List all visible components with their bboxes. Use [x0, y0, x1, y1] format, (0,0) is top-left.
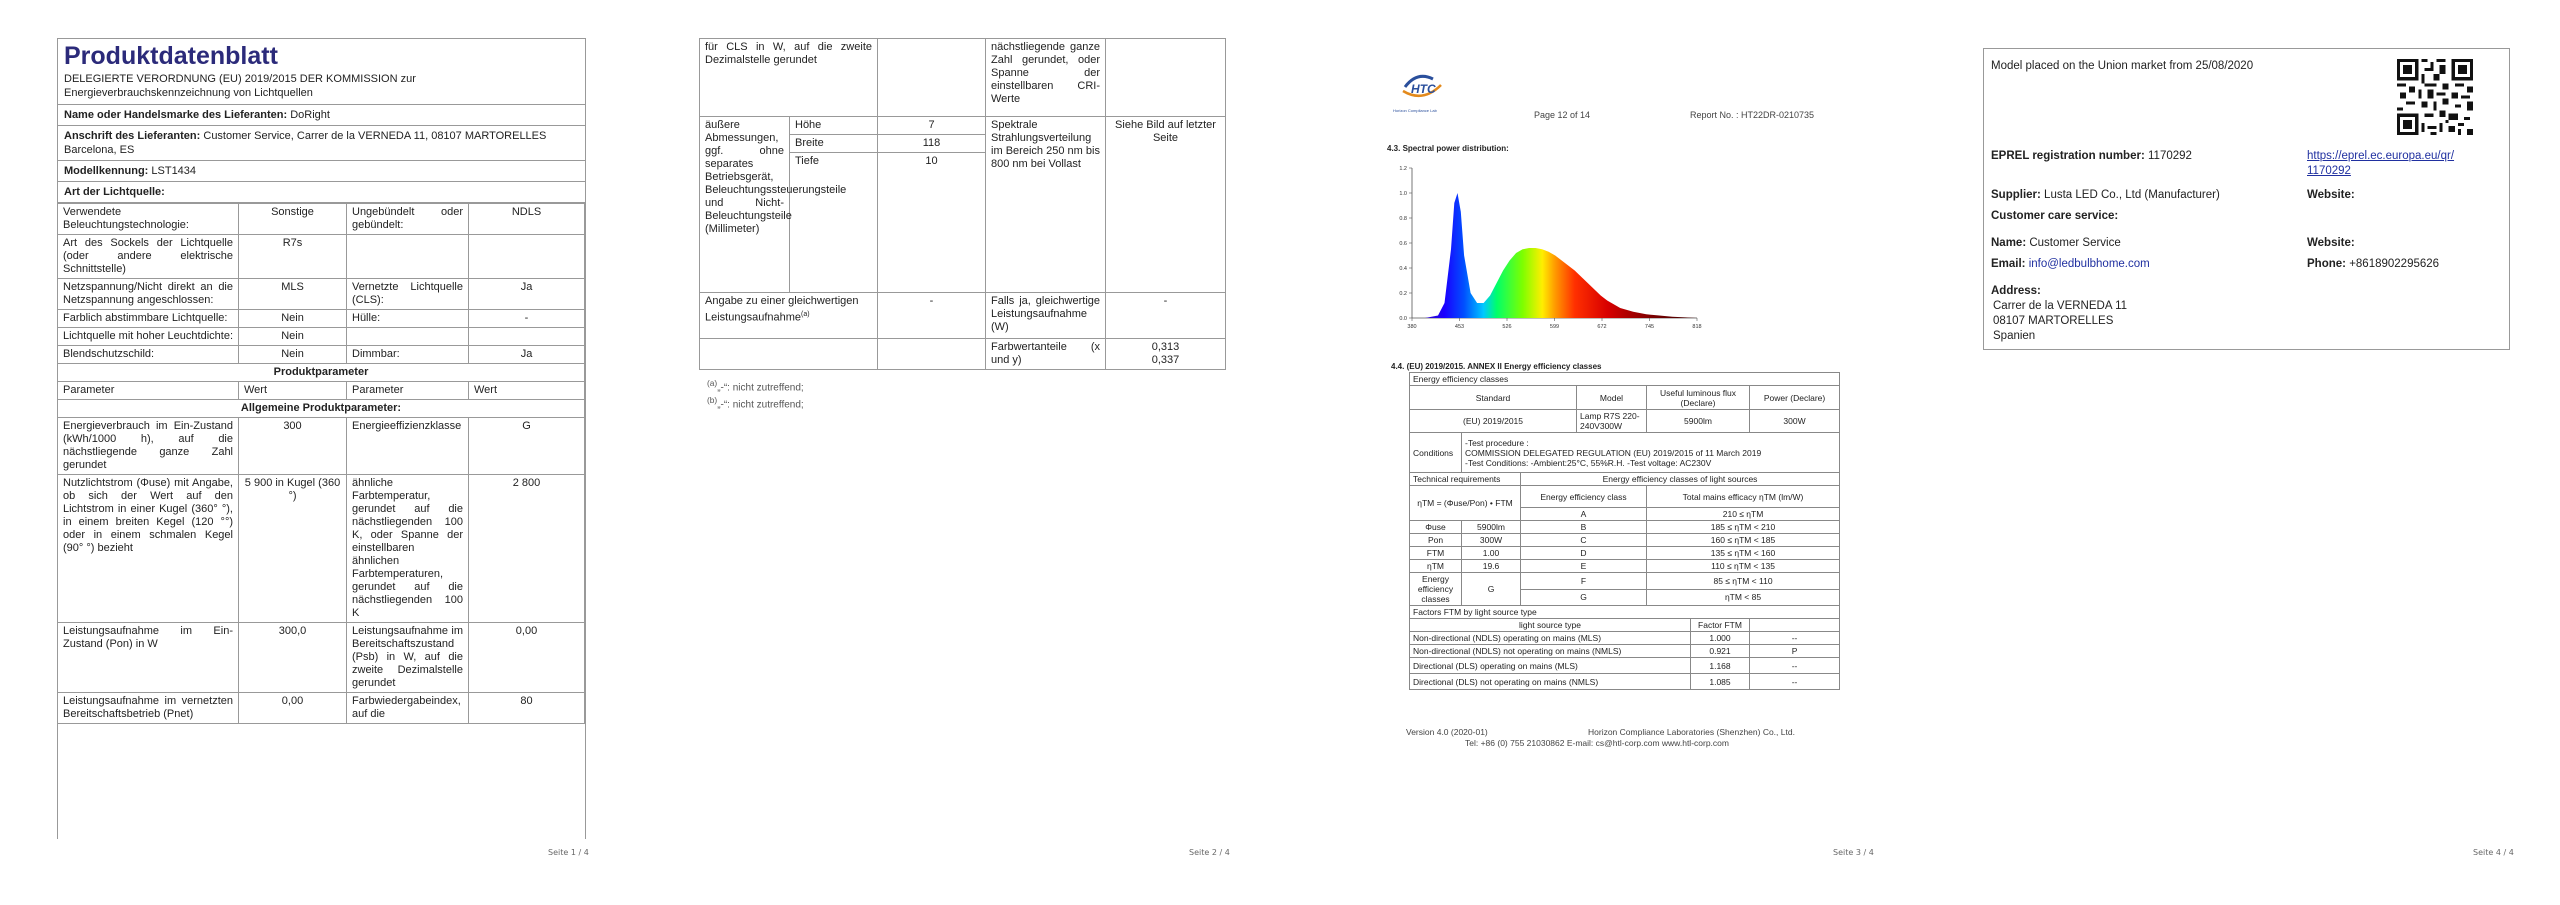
table-row: Breite 118 — [700, 135, 1226, 153]
x-tick-label: 599 — [1549, 324, 1560, 330]
table-row: Parameter Wert Parameter Wert — [58, 382, 585, 400]
y-tick-label: 0.0 — [1399, 316, 1407, 322]
y-tick-label: 0.6 — [1399, 241, 1407, 247]
name-label: Name: — [1991, 237, 2027, 249]
eprel-link[interactable]: https://eprel.ec.europa.eu/qr/1170292 — [2307, 150, 2455, 177]
table-row: Blendschutzschild: Nein Dimmbar: Ja — [58, 346, 585, 364]
x-tick-label: 818 — [1692, 324, 1702, 330]
table-row — [58, 364, 585, 382]
light-source-table — [57, 203, 585, 724]
light-type-label: Art der Lichtquelle: — [64, 186, 165, 198]
address-label: Address: — [1991, 285, 2041, 297]
page-4 — [1920, 0, 2560, 905]
customer-care-label: Customer care service: — [1991, 210, 2119, 222]
page-footer: Seite 2 / 4 — [1189, 848, 1230, 857]
page-2 — [640, 0, 1280, 905]
eprel-value: 1170292 — [2148, 150, 2192, 162]
table-row: Angabe zu einer gleichwertigen Leistungsaufnahme$^{(a)}$ - Falls ja, gleichwertige Leistungsaufnahme (W) - — [700, 293, 1226, 339]
version-text: Version 4.0 (2020-01) — [1406, 727, 1488, 737]
email-label: Email: — [1991, 258, 2026, 270]
table-row: äußere Abmessungen, ggf. ohne separates Betriebsgerät, Beleuchtungssteuerungsteile und Nicht-Beleuchtungsteile (Millimeter) Höhe 7 Spektrale Strahlungsverteilung im Bereich 250 nm bis 800 nm bei Vollast Siehe Bild auf letzter Seite — [700, 117, 1226, 135]
general-heading: Allgemeine Produktparameter: — [58, 400, 585, 418]
table-row: Netzspannung/Nicht direkt an die Netzspannung angeschlossen: MLS Vernetzte Lichtquelle (CLS): Ja — [58, 279, 585, 310]
supplier-name-value: DoRight — [290, 109, 330, 121]
x-tick-label: 380 — [1407, 324, 1417, 330]
phone-label: Phone: — [2307, 258, 2346, 270]
table-row: Leistungsaufnahme im Ein-Zustand (Pon) in W 300,0 Leistungsaufnahme im Bereitschaftszustand (Psb) in W, auf die zweite Dezimalstelle gerundet 0,00 — [58, 623, 585, 693]
page-1 — [0, 0, 640, 905]
y-tick-label: 0.2 — [1399, 291, 1407, 297]
table-row: Tiefe 10 — [700, 153, 1226, 293]
table-row: für CLS in W, auf die zweite Dezimalstelle gerundet nächstliegende ganze Zahl gerundet, oder Spanne der einstellbaren CRI-Werte — [700, 39, 1226, 117]
y-tick-label: 1.0 — [1399, 191, 1407, 197]
supplier-address-label: Anschrift des Lieferanten: — [64, 130, 201, 142]
table-row: Farbwertanteile (x und y) 0,313 0,337 — [700, 339, 1226, 370]
table-row — [58, 400, 585, 418]
name-value: Customer Service — [2029, 237, 2121, 249]
page-footer: Seite 1 / 4 — [548, 848, 589, 857]
supplier-label: Supplier: — [1991, 189, 2041, 201]
datasheet-frame — [57, 38, 586, 839]
placed-on-market: Model placed on the Union market from 25/08/2020 — [1991, 60, 2254, 72]
report-number: Report No. : HT22DR-0210735 — [1690, 110, 1815, 120]
x-tick-label: 526 — [1502, 324, 1512, 330]
datasheet-table-continued — [699, 38, 1226, 370]
x-tick-label: 453 — [1454, 324, 1465, 330]
supplier-name-label: Name oder Handelsmarke des Lieferanten: — [64, 109, 288, 121]
x-tick-label: 672 — [1597, 324, 1607, 330]
model-label: Modellkennung: — [64, 165, 149, 177]
model-value: LST1434 — [151, 165, 197, 177]
table-row: Art des Sockels der Lichtquelle (oder andere elektrische Schnittstelle) R7s — [58, 235, 585, 279]
page-footer: Seite 4 / 4 — [2473, 848, 2514, 857]
website-label: Website: — [2307, 189, 2355, 201]
lab-logo-mark — [1393, 73, 1453, 103]
table-row: Leistungsaufnahme im vernetzten Bereitschaftsbetrieb (Pnet) 0,00 Farbwiedergabeindex, auf die 80 — [58, 693, 585, 724]
regulation-subtitle: DELEGIERTE VERORDNUNG (EU) 2019/2015 DER KOMMISSION zur Energieverbrauchskennzeichnung von Lichtquellen — [64, 73, 416, 99]
phone-value: +8618902295626 — [2349, 258, 2440, 270]
footnote-b: $^{(b)}$„-“: nicht zutreffend; — [707, 395, 804, 411]
lab-contact: Tel: +86 (0) 755 21030862 E-mail: cs@htl-corp.com www.htl-corp.com — [1465, 738, 1729, 748]
lab-name: Horizon Compliance Laboratories (Shenzhen) Co., Ltd. — [1588, 727, 1795, 737]
page-number: Page 12 of 14 — [1534, 110, 1591, 120]
eprel-card — [1983, 48, 2510, 350]
table-row: Verwendete Beleuchtungstechnologie: Sonstige Ungebündelt oder gebündelt: NDLS — [58, 204, 585, 235]
x-tick-label: 745 — [1644, 324, 1655, 330]
supplier-address-value: Customer Service, Carrer de la VERNEDA 11, 08107 MARTORELLES Barcelona, ES — [64, 130, 547, 156]
table-row: Lichtquelle mit hoher Leuchtdichte: Nein — [58, 328, 585, 346]
spectral-chart — [1390, 156, 1710, 346]
website-label-2: Website: — [2307, 237, 2355, 249]
address-block: Carrer de la VERNEDA 11 08107 MARTORELLES Spanien — [1993, 300, 2128, 342]
spectral-heading: 4.3. Spectral power distribution: — [1387, 144, 1509, 153]
page-title: Produktdatenblatt — [64, 42, 278, 70]
y-tick-label: 0.8 — [1399, 216, 1407, 222]
eprel-label: EPREL registration number: — [1991, 150, 2145, 162]
table-row: Farblich abstimmbare Lichtquelle: Nein Hülle: - — [58, 310, 585, 328]
energy-heading: 4.4. (EU) 2019/2015. ANNEX II Energy efficiency classes — [1391, 362, 1602, 371]
y-tick-label: 1.2 — [1399, 166, 1407, 172]
spectral-label: Spektrale Strahlungsverteilung im Bereich 250 nm bis 800 nm bei Vollast — [986, 117, 1106, 293]
energy-efficiency-table: Energy efficiency classes Standard Model Useful luminous flux (Declare) Power (Declare) (EU) 2019/2015 Lamp R7S 220-240V300W 5900lm 300W Conditions -Test procedure : COMMISSION DELEGATED REGULATION (EU) 2019/2015 of 11 March 2019 -Test Conditions: -Ambient:25°C, 55%R.H. -Test voltage: AC230V Technical requirements Energy efficiency classes of light sources ηTM = (Φuse/Pon) • FTM Energy efficiency class Total mains efficacy ηTM (lm/W) A 210 ≤ ηTM Φuse 5900lm B 185 ≤ ηTM < 210 Pon 300W C 160 ≤ ηTM < 185 FTM 1.00 D 135 ≤ ηTM < 160 ηTM 19.6 E 110 ≤ ηTM < 135 Energy efficiency classes G F 85 ≤ ηTM < 110 G ηTM < 85 Factors FTM by light source type light source type Factor FTM Non-directional (NDLS) operating on mains (MLS) 1.000 -- Non-directional (NDLS) not operating on mains (NMLS) 0.921 P Directional (DLS) operating on mains (MLS) 1.168 -- Directional (DLS) not operating on mains (NMLS) 1.085 -- — [1409, 372, 1840, 690]
page-footer: Seite 3 / 4 — [1833, 848, 1874, 857]
page-3 — [1280, 0, 1920, 905]
footnote-a: $^{(a)}$„-“: nicht zutreffend; — [707, 378, 804, 394]
params-heading: Produktparameter — [58, 364, 585, 382]
supplier-value: Lusta LED Co., Ltd (Manufacturer) — [2044, 189, 2220, 201]
qr-code — [2397, 59, 2473, 135]
table-row: Nutzlichtstrom (Φuse) mit Angabe, ob sich der Wert auf den Lichtstrom in einer Kugel (360° °), in einem breiten Kegel (120 °°) oder in einem schmalen Kegel (90° °) bezieht 5 900 in Kugel (360 °) ähnliche Farbtemperatur, gerundet auf die nächstliegenden 100 K, oder Spanne der einstellbaren ähnlichen Farbtemperaturen, gerundet auf die nächstliegenden 100 K 2 800 — [58, 475, 585, 623]
email-link[interactable]: info@ledbulbhome.com — [2028, 258, 2150, 270]
spd-area — [1412, 168, 1697, 318]
dimensions-label: äußere Abmessungen, ggf. ohne separates Betriebsgerät, Beleuchtungssteuerungsteile und Nicht-Beleuchtungsteile (Millimeter) — [700, 117, 790, 293]
logo-text: HTC — [1411, 82, 1436, 96]
table-row: Energieverbrauch im Ein-Zustand (kWh/1000 h), auf die nächstliegende ganze Zahl gerundet 300 Energieeffizienzklasse G — [58, 418, 585, 475]
lab-logo: HTC Horizon Compliance Lab — [1393, 73, 1453, 113]
y-tick-label: 0.4 — [1399, 266, 1407, 272]
